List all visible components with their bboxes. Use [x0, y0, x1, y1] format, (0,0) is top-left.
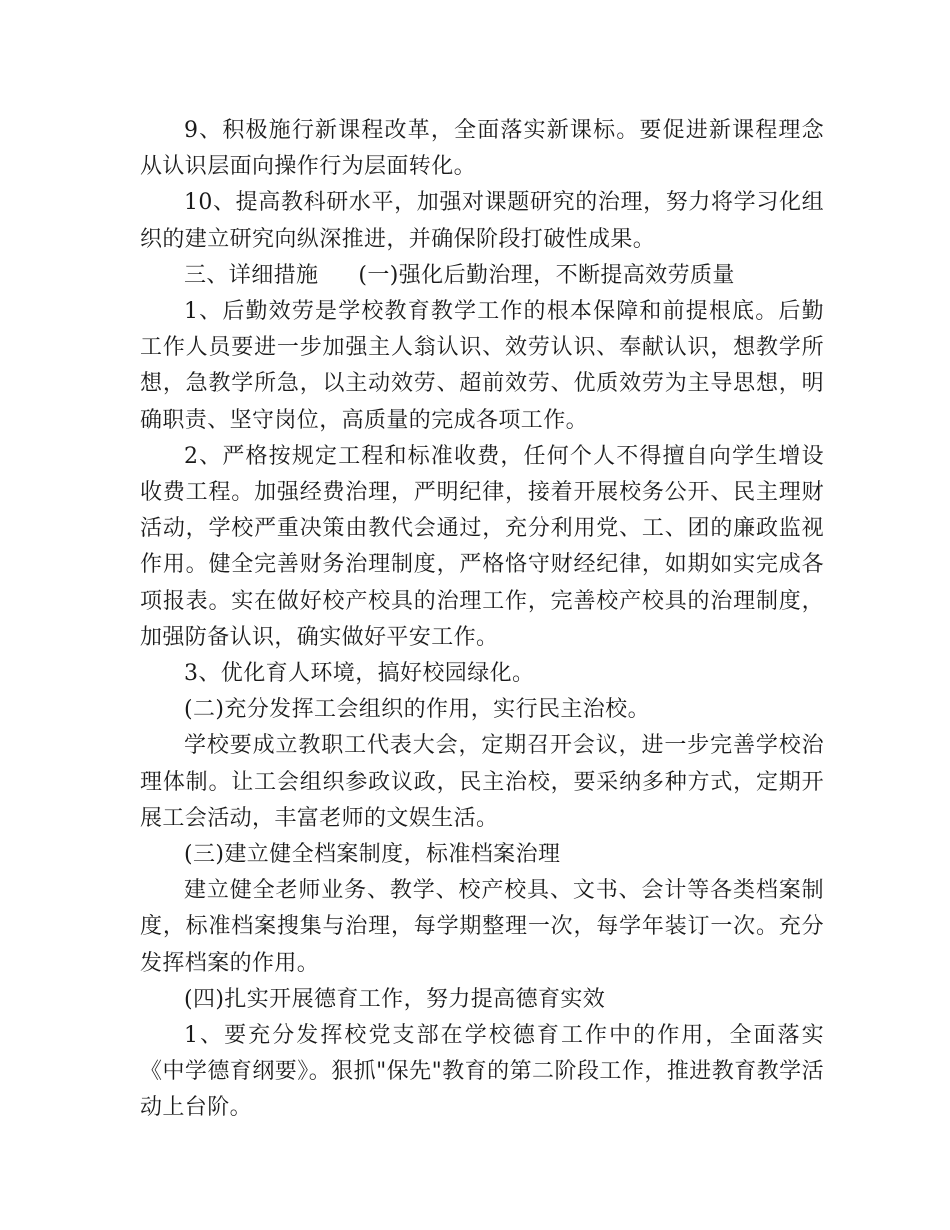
- paragraph-environment: 3、优化育人环境，搞好校园绿化。: [184, 661, 535, 687]
- document-body: [140, 113, 824, 1127]
- paragraph-moral-education: 1、要充分发挥校党支部在学校德育工作中的作用，全面落实《中学德育纲要》。狠抓"保先"教育的第二阶段工作，推进教育教学活动上台阶。: [140, 1023, 824, 1121]
- subheading-archives: (三)建立健全档案制度，标准档案治理: [184, 842, 561, 868]
- paragraph-item-10: 10、提高教科研水平，加强对课题研究的治理，努力将学习化组织的建立研究向纵深推进，并确保阶段打破性成果。: [140, 190, 824, 252]
- paragraph-union: 学校要成立教职工代表大会，定期召开会议，进一步完善学校治理体制。让工会组织参政议政，民主治校，要采纳多种方式，定期开展工会活动，丰富老师的文娱生活。: [140, 733, 824, 831]
- paragraph-item-9: 9、积极施行新课程改革，全面落实新课标。要促进新课程理念从认识层面向操作行为层面转化。: [140, 118, 824, 180]
- subheading-moral-education: (四)扎实开展德育工作，努力提高德育实效: [184, 986, 606, 1012]
- paragraph-archives: 建立健全老师业务、教学、校产校具、文书、会计等各类档案制度，标准档案搜集与治理，每学期整理一次，每学年装订一次。充分发挥档案的作用。: [140, 878, 824, 976]
- paragraph-logistics-service: 1、后勤效劳是学校教育教学工作的根本保障和前提根底。后勤工作人员要进一步加强主人翁认识、效劳认识、奉献认识，想教学所想，急教学所急，以主动效劳、超前效劳、优质效劳为主导思想，明确职责、坚守岗位，高质量的完成各项工作。: [140, 299, 824, 433]
- subheading-union: (二)充分发挥工会组织的作用，实行民主治校。: [184, 697, 650, 723]
- section-heading: [140, 258, 824, 294]
- paragraph-fees-finance: 2、严格按规定工程和标准收费，任何个人不得擅自向学生增设收费工程。加强经费治理，严明纪律，接着开展校务公开、民主理财活动，学校严重决策由教代会通过，充分利用党、工、团的廉政监视作用。健全完善财务治理制度，严格恪守财经纪律，如期如实完成各项报表。实在做好校产校具的治理工作，完善校产校具的治理制度，加强防备认识，确实做好平安工作。: [140, 443, 824, 650]
- section-heading-main: 三、详细措施: [184, 262, 319, 288]
- section-heading-sub: (一)强化后勤治理，不断提高效劳质量: [358, 262, 735, 288]
